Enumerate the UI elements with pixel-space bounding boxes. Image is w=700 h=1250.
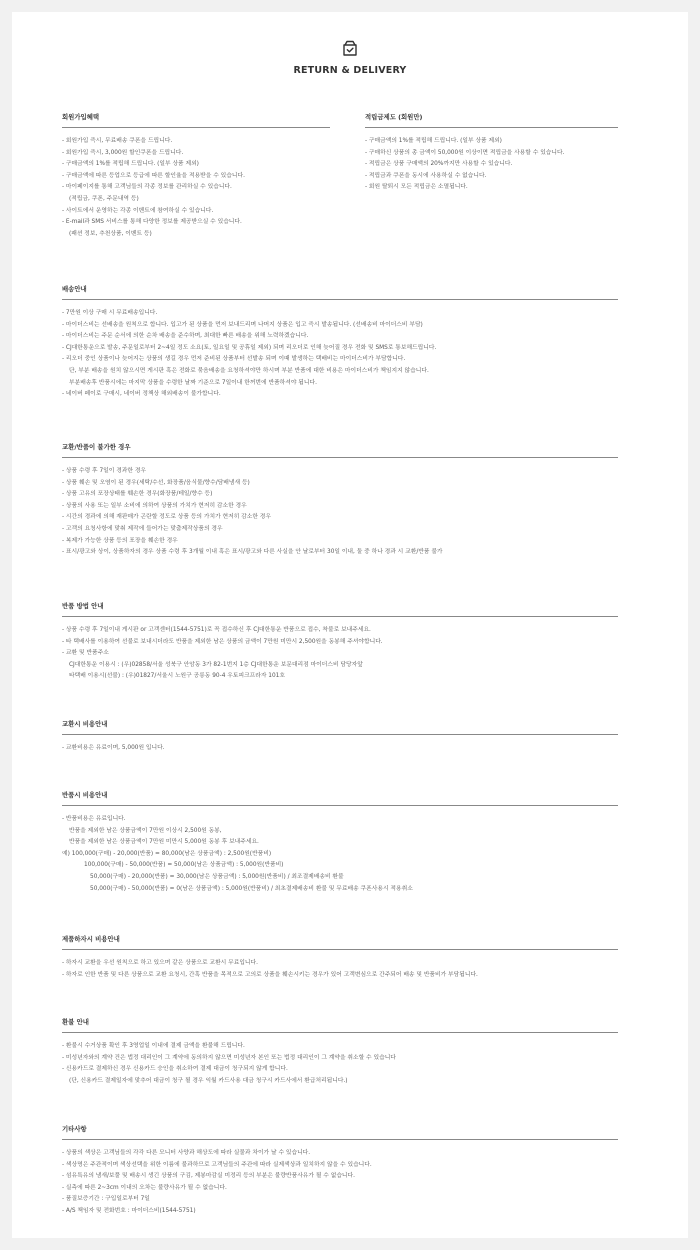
list-item: (단, 신용카드 결제일자에 맞추어 대금이 청구 될 경우 익월 카드사용 대금 청구시 카드사에서 환급처리됩니다.) [69,1077,348,1084]
list-item: 단, 부분 배송을 원치 않으시면 게시판 혹은 전화로 묶음배송을 요청하셔야만 하시며 부분 반품에 대한 비용은 마이더스비가 책임지지 않습니다. [69,367,429,374]
section-refund [62,1017,618,1087]
section-title: 제품하자시 비용안내 [62,935,120,943]
list-item: - 적립금과 쿠폰을 동시에 사용하실 수 없습니다. [365,172,487,179]
list-item: 타택배 이용시(선불) : (우)01827/서울시 노원구 공릉동 90-4 우토피크프라자 101호 [69,673,285,680]
list-item: 100,000(구매) - 50,000(반품) = 50,000(남은 상품금액) : 5,000원(반품비) [84,862,284,869]
list-item: 반품을 제외한 남은 상품금액이 7만원 미만시 5,000원 동봉 후 보내주세요. [69,839,259,846]
list-item: - 환불시 수거상품 확인 후 3영업일 이내에 결제 금액을 환불해 드립니다. [62,1043,245,1049]
list-item: - 구매하신 상품의 총 금액이 50,000원 이상이면 적립금을 사용할 수 있습니다. [365,149,565,156]
list-item: - 적립금은 상품 구매액의 20%까지만 사용할 수 있습니다. [365,161,513,168]
list-item: - 7만원 이상 구매 시 무료배송입니다. [62,310,158,316]
list-item: CJ대한통운 이용시 : (우)02858/서울 성북구 안암동 3가 82-1번지 1층 CJ대한통운 보문대리점 마이더스비 담당자앞 [69,661,363,668]
list-item: - 반품비용은 유료입니다. [62,816,126,822]
list-item: 예) 100,000(구매) - 20,000(반품) = 80,000(남은 상품금액) : 2,500원(반품비) [62,850,272,857]
divider [62,949,618,950]
section-title: 교환/반품이 불가한 경우 [62,443,131,451]
divider [62,734,618,735]
list-item: - 섬유특유의 냄새/보풀 및 배송시 생긴 상품의 구김, 제봉마감실 미정리 등의 부분은 불량반품사유가 될 수 없습니다. [62,1173,355,1180]
list-item: - 회원가입 즉시, 3,000원 할인쿠폰을 드립니다. [62,149,184,156]
list-item: - 회원가입 즉시, 무료배송 쿠폰을 드립니다. [62,138,173,144]
section-return-fee [62,790,618,895]
list-item: - 마이더스비는 주문 순서에 의한 순차 배송을 준수하며, 최대한 빠른 배송을 위해 노력하겠습니다. [62,333,309,340]
page-container [12,12,688,1238]
list-item: - 네이버 페이로 구매시, 네이버 정책상 해외배송이 불가합니다. [62,391,221,398]
list-item: - 구매금액에 따른 등업으로 등급에 따른 할인율을 적용받을 수 있습니다. [62,172,245,179]
list-item: - 상품의 사용 또는 일부 소비에 의하여 상품의 가치가 현저히 감소한 경우 [62,502,247,509]
section-title: 반품시 비용안내 [62,791,108,799]
list-item: 부분배송후 반품시에는 마지막 상품을 수령한 날짜 기준으로 7일이내 한꺼번에 반품하셔야 됩니다. [69,379,317,386]
list-item: - 복제가 가능한 상품 등의 포장을 훼손한 경우 [62,537,178,544]
list-item: - 실측에 따른 2~3cm 이내의 오차는 불량사유가 될 수 없습니다. [62,1184,227,1191]
list-item: - 상품의 색상은 고객님들의 각각 다른 모니터 사양과 해상도에 따라 실물과 차이가 날 수 있습니다. [62,1150,311,1156]
section-title: 환불 안내 [62,1018,89,1026]
section-no-exchange [62,442,618,559]
list-item: - 사이트에서 운영하는 각종 이벤트에 참여하실 수 있습니다. [62,207,214,214]
divider [62,457,618,458]
list-item: - 상품 수령 후 7일이내 게시판 or 고객센터(1544-5751)로 꼭 접수하신 후 CJ대한통운 반품으로 접수, 착불로 보내주세요. [62,627,371,633]
divider [62,127,330,128]
list-item: - 시간의 경과에 의해 재판매가 곤란할 정도로 상품 등의 가치가 현저히 감소한 경우 [62,514,271,521]
section-defect-fee [62,934,618,981]
section-title: 교환시 비용안내 [62,720,108,728]
divider [62,805,618,806]
section-points [365,112,618,194]
list-item: - 회원 탈퇴시 모든 적립금은 소멸됩니다. [365,184,468,191]
list-item: (적립금, 쿠폰, 주문내역 등) [69,195,139,202]
section-title: 적립금제도 (회원만) [365,113,423,121]
page-title: RETURN & DELIVERY [293,65,407,76]
section-title: 기타사항 [62,1125,87,1133]
list-item: - 교환 및 반품주소 [62,650,109,657]
list-item: - 구매금액의 1%를 적립해 드립니다. (일부 상품 제외) [62,161,199,168]
list-item: - 마이더스비는 선배송을 원칙으로 합니다. 입고가 된 상품을 먼저 보내드리며 나머지 상품은 입고 즉시 발송됩니다. (선배송비 마이더스비 부담) [62,321,423,328]
page-header [12,38,688,76]
list-item: - 하자시 교환을 우선 원칙으로 하고 있으며 같은 상품으로 교환시 무료입니다. [62,960,258,966]
divider [62,1032,618,1033]
list-item: - 교환비용은 유료이며, 5,000원 입니다. [62,745,165,751]
section-title: 회원가입혜택 [62,113,100,121]
list-item: - 구매금액의 1%를 적립해 드립니다. (일부 상품 제외) [365,138,502,144]
list-item: (패션 정보, 추천상품, 이벤트 등) [69,230,152,237]
list-item: - 타 택배사를 이용하여 선불로 보내시더라도 반품을 제외한 남은 상품의 금액이 7만원 미만시 2,500원을 동봉해 주셔야합니다. [62,638,383,645]
divider [62,616,618,617]
list-item: - 미성년자와의 계약 건은 법정 대리인이 그 계약에 동의하지 않으면 미성년자 본인 또는 법정 대리인이 그 계약을 취소할 수 있습니다 [62,1054,396,1061]
list-item: - 마이페이지를 통해 고객님들의 각종 정보를 관리하실 수 있습니다. [62,184,232,191]
list-item: 50,000(구매) - 50,000(반품) = 0(남은 상품금액) : 5,000원(반품비) / 최초결제배송비 환불 및 무료배송 쿠폰사용시 적용취소 [90,885,413,892]
list-item: - E-mail과 SMS 서비스를 통해 다양한 정보를 제공받으실 수 있습니다. [62,219,242,226]
list-item: - 상품 수령 후 7일이 경과한 경우 [62,468,147,474]
list-item: - 고객의 요청사항에 맞춰 제작에 들어가는 맞춤제작상품의 경우 [62,525,223,532]
section-title: 반품 방법 안내 [62,602,104,610]
section-member-benefits [62,112,330,240]
list-item: - A/S 책임자 및 전화번호 : 마이더스비(1544-5751) [62,1207,196,1214]
list-item: - 품질보증기간 : 구입일로부터 7일 [62,1196,150,1203]
list-item: - 신용카드로 결제하신 경우 신용카드 승인을 취소하여 결제 대금이 청구되지 않게 합니다. [62,1066,288,1073]
list-item: - CJ대한통운으로 발송, 주문일로부터 2~4일 정도 소요(토, 일요일 및 공휴일 제외) 되며 리오더로 인해 늦어질 경우 전화 및 SMS로 통보해드립니다. [62,344,437,351]
list-item: - 하자로 인한 반품 및 다른 상품으로 교환 요청시, 간혹 반품을 목적으로 고의로 상품을 훼손시키는 경우가 있어 고객변심으로 간주되어 배송 및 반품비가 부담됩니다. [62,971,478,978]
list-item: - 색상명은 주관적이며 색상선택을 위한 이름에 불과하므로 고객님들의 주관에 따라 실제색상과 일치하지 않을 수 있습니다. [62,1161,372,1168]
section-return-method [62,601,618,683]
list-item: 반품을 제외한 남은 상품금액이 7만원 이상시 2,500원 동봉, [69,827,222,834]
list-item: - 상품 훼손 및 오염이 된 경우(세탁/수선, 화장품/음식물/향수/담배냄새 등) [62,479,250,486]
list-item: - 표시/광고와 상이, 상품하자의 경우 상품 수령 후 3개월 이내 혹은 표시/광고와 다른 사실을 안 날로부터 30일 이내, 둘 중 하나 경과 시 교환/반품 불가 [62,549,443,556]
list-item: - 상품 고유의 포장상태를 훼손한 경우(화장품/테일/향수 등) [62,491,213,498]
box-check-icon [340,38,360,58]
list-item: - 리오더 중인 상품이나 늦어지는 상품의 생길 경우 먼저 준비된 상품부터 선발송 되며 이때 발생하는 택배비는 마이더스비가 부담합니다. [62,356,406,363]
list-item: 50,000(구매) - 20,000(반품) = 30,000(남은 상품금액) : 5,000원(반품비) / 최조결제배송비 환불 [90,873,344,880]
section-exchange-fee [62,719,618,755]
section-shipping [62,284,618,401]
divider [365,127,618,128]
divider [62,299,618,300]
divider [62,1139,618,1140]
section-etc [62,1124,618,1218]
section-title: 배송안내 [62,285,87,293]
